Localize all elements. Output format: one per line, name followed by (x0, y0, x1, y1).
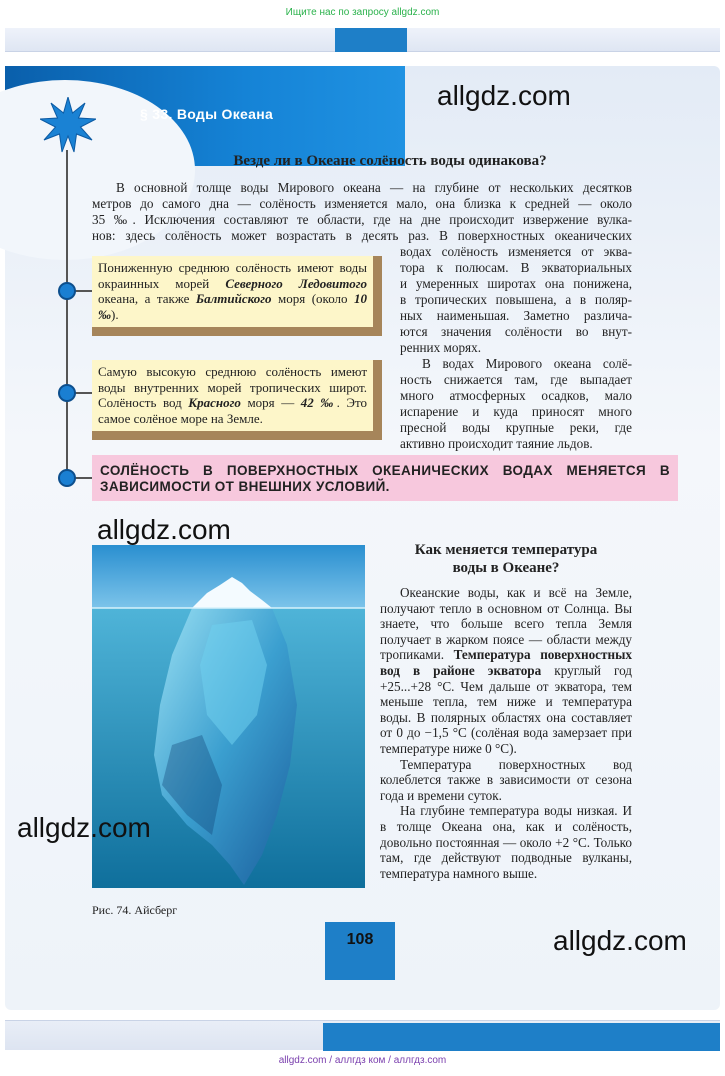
block1-intro: В основной толще воды Мирового океана — на глубине от нескольких десятков метров до самого дна — солёность изменяется мало, она близка к средней — около 35 ‰. Исключения составляют те области, где на дне происходит извержение вулка- нов: здесь солёность может возрастать в десять раз. В поверхностных океанических (92, 180, 632, 243)
block1-right-column: водах солёность изменяется от эква- тора к полюсам. В экваториальных и умеренных широтах она понижена, в тропических повышена, а в поляр- ных наименьшая. Заметно различа- ются значения солёности во внут- ренних морях. В водах Мирового океана солё- ность снижается там, где выпадает много атмосферных осадков, мало испарение и куда приносят много пресной воды крупные реки, где активно происходит таяние льдов. (400, 244, 632, 451)
rule-box: СОЛЁНОСТЬ В ПОВЕРХНОСТНЫХ ОКЕАНИЧЕСКИХ ВОДАХ МЕНЯЕТСЯ В ЗАВИСИМОСТИ ОТ ВНЕШНИХ УСЛОВИЙ. (92, 455, 678, 501)
note-low-salinity: Пониженную среднюю солёность имеют воды окраинных морей Северного Ледовитого океана, а также Балтийского моря (около 10 ‰). (92, 256, 382, 336)
figure-caption: Рис. 74. Айсберг (92, 903, 178, 917)
top-link[interactable]: Ищите нас по запросу allgdz.com (285, 7, 440, 18)
timeline-dot-2 (58, 384, 76, 402)
note-high-salinity: Самую высокую среднюю солёность имеют воды внутренних морей тропических широт. Солёность вод Красного моря — 42 ‰. Это самое солёное море на Земле. (92, 360, 382, 440)
previous-page-edge (5, 28, 720, 52)
page-number: 108 (346, 931, 374, 948)
star-icon (40, 97, 96, 153)
next-page-edge (5, 1020, 720, 1050)
bottom-links[interactable]: allgdz.com / аллгдз ком / аллгдз.com (278, 1055, 447, 1066)
timeline-dot-3 (58, 469, 76, 487)
timeline-line (66, 150, 68, 480)
timeline-dot-1 (58, 282, 76, 300)
watermark: allgdz.com (17, 812, 151, 843)
watermark: allgdz.com (97, 514, 231, 545)
block2-heading: Как меняется температура воды в Океане? (414, 542, 598, 576)
block2-text: Океанские воды, как и всё на Земле, получают тепло в основном от Солнца. Вы знаете, что больше всего тепла Земля получает в жарком поясе — области между тропиками. Температура поверхностных вод в районе экватора круглый год +25...+28 °C. Чем дальше от экватора, тем меньше тепла, тем ниже и температура воды. В полярных областях она составляет от 0 до −1,5 °C (солёная вода замерзает при температуре ниже 0 °C). Температура поверхностных вод колеблется также в зависимости от сезона года и времени суток. На глубине температура воды низкая. И в толще Океана она, как и солёность, довольно постоянная — около +2 °C. Только там, где действуют подводные вулканы, температура намного выше. (380, 585, 632, 881)
section-title: § 33. Воды Океана (140, 106, 274, 122)
watermark: allgdz.com (437, 80, 571, 111)
watermark: allgdz.com (553, 925, 687, 956)
block1-heading: Везде ли в Океане солёность воды одинакова? (233, 153, 547, 169)
